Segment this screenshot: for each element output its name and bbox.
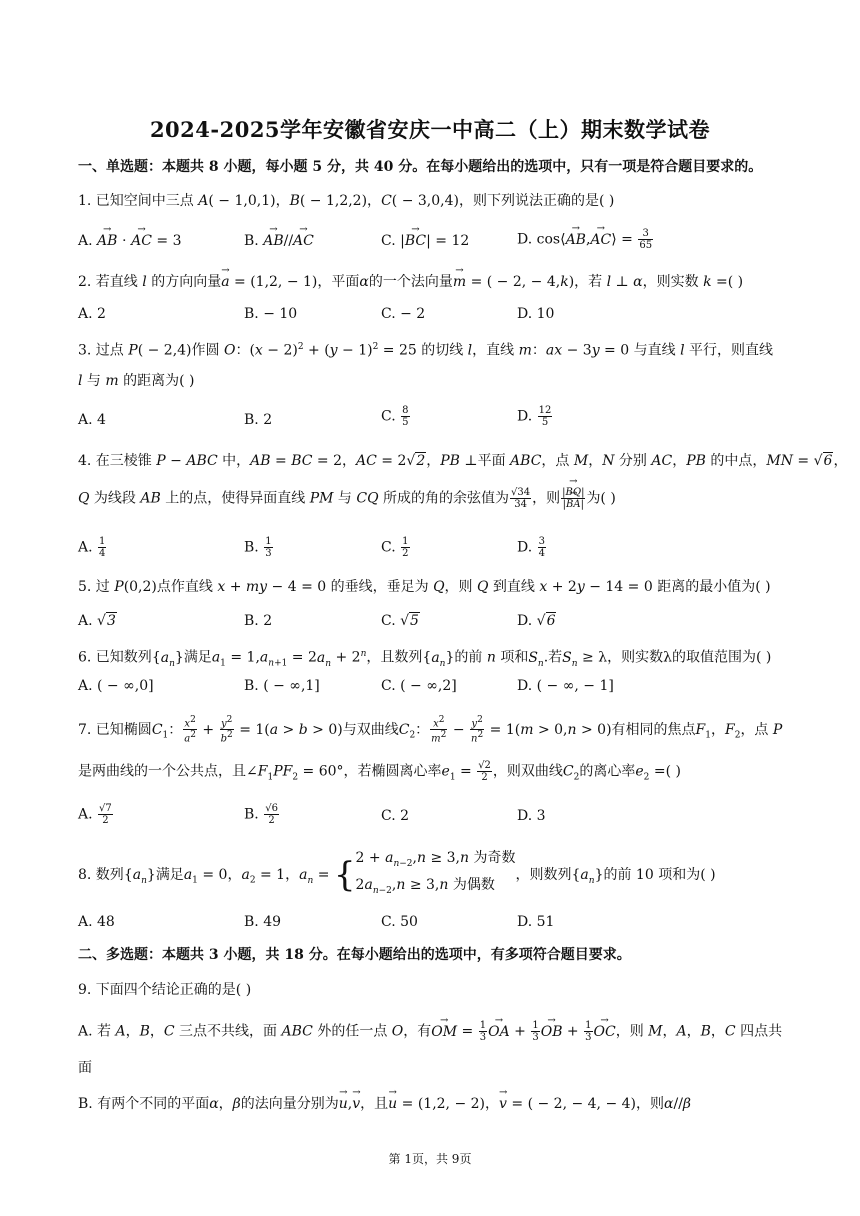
question-7-line-1: 7. 已知椭圆$C_1$： $\frac{x^2}{a^2}$ + $\frac{y^2}{b^2}$ = 1(a > b > 0)与双曲线$C_2$： $\frac{x^2}{m^2}$ − $\frac{y^2}{n^2}$ = 1(m > 0,n > 0)有相同的焦点$F_1$，$F_2$，点 P [78,715,783,745]
q7-option-c[interactable]: C. 2 [381,808,410,824]
q8-option-b[interactable]: B. 49 [244,914,282,930]
q9-option-a-line-1[interactable]: A. 若 A，B，C 三点不共线，面 ABC 外的任一点 O，有→ OM = $\frac{1}{3}$ → OA + $\frac{1}{3}$ → OB + $\frac{1}{3}$ → OC，则 M，A，B，C 四点共 [78,1020,782,1043]
q8-option-c[interactable]: C. 50 [381,914,418,930]
q1-option-c[interactable]: C. |→ BC| = 12 [381,231,469,251]
q7-option-b[interactable]: B. $\frac{√6}{2}$ [244,803,278,826]
q5-option-a[interactable]: A. √3 [78,613,116,629]
page-footer: 第 1页，共 9页 [388,1152,472,1166]
q8-option-d[interactable]: D. 51 [517,914,555,930]
q3-option-c[interactable]: C. $\frac{8}{5}$ [381,405,409,428]
page-title: 2024-2025学年安徽省安庆一中高二（上）期末数学试卷 [149,117,711,142]
q7-option-d[interactable]: D. 3 [517,808,546,824]
q2-option-c[interactable]: C. − 2 [381,306,426,322]
q5-option-c[interactable]: C. √5 [381,613,419,629]
q6-option-d[interactable]: D. ( − ∞, − 1] [517,678,614,694]
q4-option-c[interactable]: C. $\frac{1}{2}$ [381,536,409,559]
q1-option-d[interactable]: D. cos⟨→ AB,→ AC⟩ = $\frac{3}{65}$ [517,228,654,251]
q9-option-a-line-2[interactable]: 面 [78,1060,92,1076]
q9-option-b[interactable]: B. 有两个不同的平面α，β的法向量分别为→ u,→ v，且→ u = (1,2, − 2)，→ v = ( − 2, − 4, − 4)，则α//β [78,1094,691,1114]
question-1: 1. 已知空间中三点 A( − 1,0,1)，B( − 1,2,2)，C( − 3,0,4)，则下列说法正确的是( ) [78,193,615,209]
question-3-line-1: 3. 过点 P( − 2,4)作圆 O：$(x - 2)^2 + (y - 1)^2 = 25$ 的切线 l，直线 m：ax − 3y = 0 与直线 l 平行，则直线 [78,342,773,359]
question-3-line-2: l 与 m 的距离为( ) [78,373,195,389]
section-single-choice: 一、单选题：本题共 8 小题，每小题 5 分，共 40 分。在每小题给出的选项中，只有一项是符合题目要求的。 [78,159,763,175]
question-8: 8. 数列$\{a_n\}$满足$a_1 = 0$，$a_2 = 1$，$a_n$ = { $2 + a_{n-2},n \ge 3,n$ 为奇数 $2a_{n-2},n \ge 3,n$ 为偶数 ，则数列$\{a_n\}$的前 10 项和为( ) [78,850,716,896]
question-6: 6. 已知数列$\{a_n\}$满足$a_1 = 1,a_{n+1} = 2a_n + 2^n$，且数列$\{a_n\}$的前 n 项和$S_n$.若$S_n \ge \lambda$，则实数λ的取值范围为( ) [78,649,772,669]
q2-option-a[interactable]: A. 2 [78,306,106,322]
q3-option-d[interactable]: D. $\frac{12}{5}$ [517,405,552,428]
q7-option-a[interactable]: A. $\frac{√7}{2}$ [78,803,112,826]
q6-option-b[interactable]: B. ( − ∞,1] [244,678,320,694]
question-7-line-2: 是两曲线的一个公共点，且$\angle F_1PF_2 = 60^\circ$，若椭圆离心率$e_1$ = $\frac{√2}{2}$ ，则双曲线$C_2$的离心率$e_2$ =( ) [78,760,681,783]
q1-option-a[interactable]: A. → AB ⋅ → AC = 3 [78,231,182,251]
q2-option-b[interactable]: B. − 10 [244,306,298,322]
section-multiple-choice: 二、多选题：本题共 3 小题，共 18 分。在每小题给出的选项中，有多项符合题目要求。 [78,947,631,963]
q4-option-b[interactable]: B. $\frac{1}{3}$ [244,536,272,559]
q3-option-a[interactable]: A. 4 [78,412,106,428]
q3-option-b[interactable]: B. 2 [244,412,273,428]
q2-option-d[interactable]: D. 10 [517,306,555,322]
question-2: 2. 若直线 l 的方向向量→ a = (1,2, − 1)，平面α的一个法向量→ m = ( − 2, − 4,k)，若 l ⊥ α，则实数 k =( ) [78,272,743,292]
q1-option-b[interactable]: B. → AB//→ AC [244,231,314,251]
q8-option-a[interactable]: A. 48 [78,914,115,930]
q6-option-c[interactable]: C. ( − ∞,2] [381,678,457,694]
q4-option-d[interactable]: D. $\frac{3}{4}$ [517,536,546,559]
question-4-line-2: Q 为线段 AB 上的点，使得异面直线 PM 与 CQ 所成的角的余弦值为 $\frac{√34}{34}$ ，则 $\frac{|\to BQ|}{|\to BA|}$ 为( ) [78,487,616,510]
q6-option-a[interactable]: A. ( − ∞,0] [78,678,154,694]
q4-option-a[interactable]: A. $\frac{1}{4}$ [78,536,106,559]
q5-option-b[interactable]: B. 2 [244,613,273,629]
question-4-line-1: 4. 在三棱锥 P − ABC 中，AB = BC = 2，AC = 2√2，PB ⊥平面 ABC，点 M，N 分别 AC，PB 的中点，MN = √6， [78,453,848,469]
question-5: 5. 过 P(0,2)点作直线 x + my − 4 = 0 的垂线，垂足为 Q，则 Q 到直线 x + 2y − 14 = 0 距离的最小值为( ) [78,579,771,595]
question-9: 9. 下面四个结论正确的是( ) [78,982,252,998]
q5-option-d[interactable]: D. √6 [517,613,556,629]
